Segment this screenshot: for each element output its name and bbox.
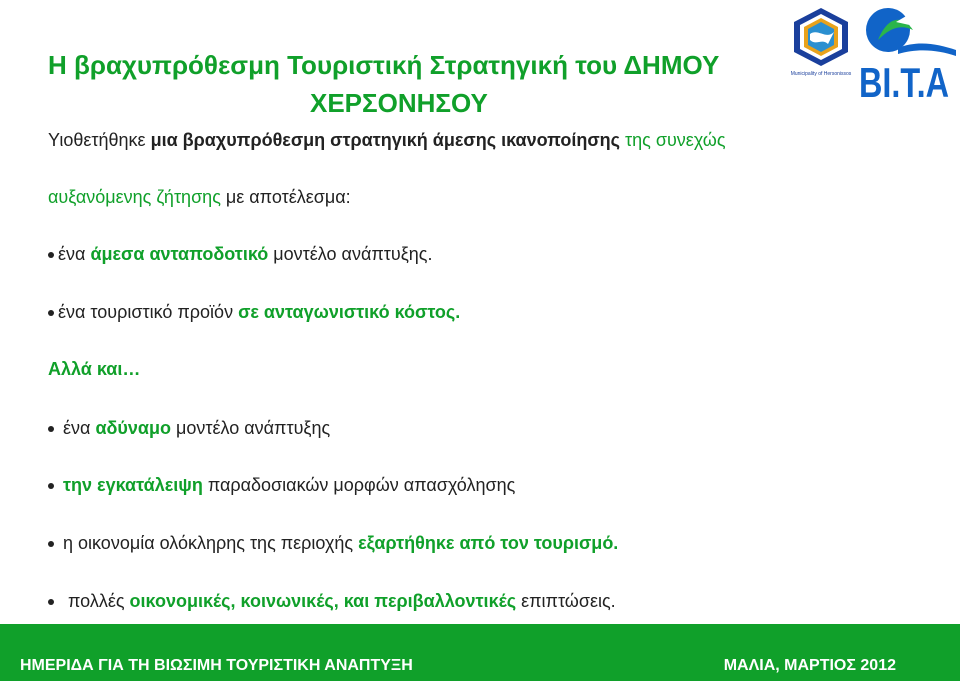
list-item: ένα τουριστικό προϊόν σε ανταγωνιστικό κόστος. (48, 302, 460, 323)
title-line-2: ΧΕΡΣΟΝΗΣΟΥ (310, 88, 488, 118)
list-item: πολλές οικονομικές, κοινωνικές, και περιβαλλοντικές επιπτώσεις. (48, 591, 616, 612)
intro-line: Υιοθετήθηκε μια βραχυπρόθεσμη στρατηγική άμεσης ικανοποίησης της συνεχώς (48, 130, 726, 150)
bullet-icon (48, 252, 54, 258)
bullet-icon (48, 426, 54, 432)
title-line-1: Η βραχυπρόθεσμη Τουριστική Στρατηγική του ΔΗΜΟΥ (48, 50, 720, 80)
footer-event-title: ΗΜΕΡΙΔΑ ΓΙΑ ΤΗ ΒΙΩΣΙΜΗ ΤΟΥΡΙΣΤΙΚΗ ΑΝΑΠΤΥΞΗ (20, 657, 413, 674)
list-item: την εγκατάλειψη παραδοσιακών μορφών απασχόλησης (48, 475, 515, 496)
bita-logo-text: BI.T.A (859, 59, 949, 100)
slide-title (48, 46, 778, 122)
municipality-caption: Municipality of Hersonissos (790, 71, 852, 77)
list-item: ένα αδύναμο μοντέλο ανάπτυξης (48, 418, 330, 439)
list-item: ένα άμεσα ανταποδοτικό μοντέλο ανάπτυξης. (48, 244, 432, 265)
municipality-logo (788, 6, 854, 78)
footer-bar (0, 624, 960, 681)
intro-line-2: αυξανόμενης ζήτησης με αποτέλεσμα: (48, 187, 351, 207)
bullet-icon (48, 310, 54, 316)
but-heading: Αλλά και… (48, 359, 141, 379)
bullet-icon (48, 541, 54, 547)
list-item: η οικονομία ολόκληρης της περιοχής εξαρτήθηκε από τον τουρισμό. (48, 533, 618, 554)
bita-logo (858, 0, 958, 100)
footer-date: ΜΑΛΙΑ, ΜΑΡΤΙΟΣ 2012 (723, 657, 896, 674)
bullet-icon (48, 599, 54, 605)
bullet-icon (48, 483, 54, 489)
